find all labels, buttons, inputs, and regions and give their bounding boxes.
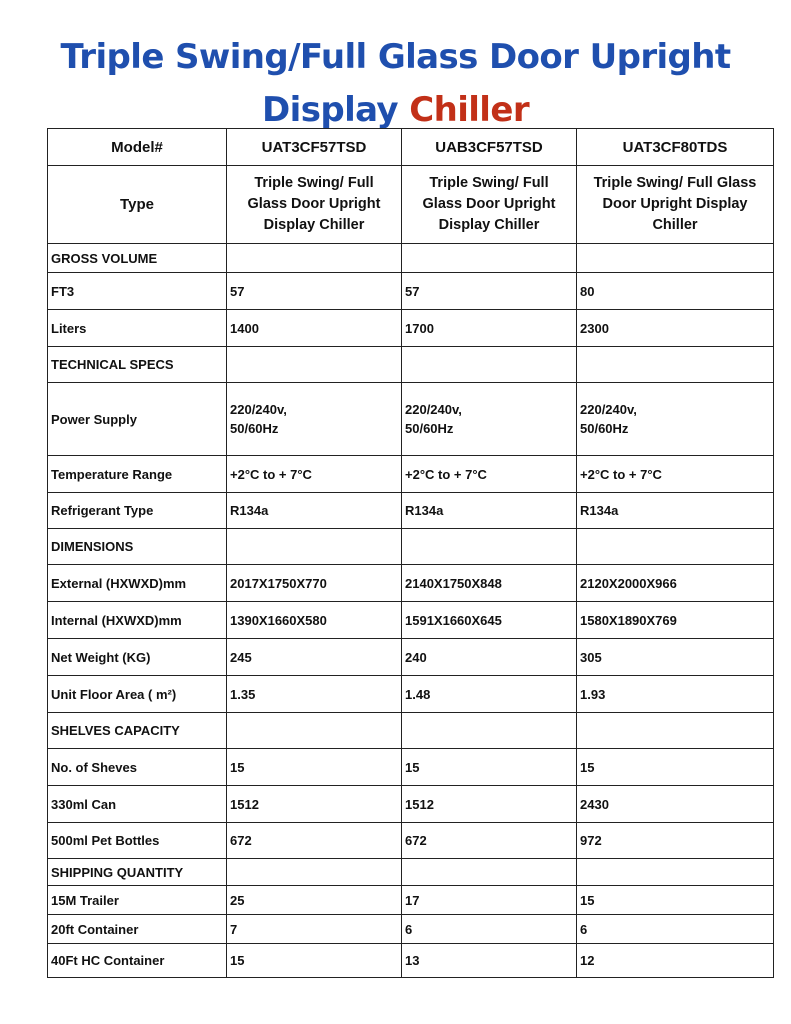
value-cell: 6 [577, 915, 774, 944]
row-label-cell: 20ft Container [48, 915, 227, 944]
value-cell: 57 [227, 273, 402, 310]
value-cell [227, 713, 402, 749]
row-label-cell: GROSS VOLUME [48, 244, 227, 273]
spec-table [47, 128, 774, 978]
value-cell: 672 [402, 823, 577, 859]
type-label: Type [48, 166, 227, 244]
row-label-cell: Net Weight (KG) [48, 639, 227, 676]
row-label-cell: 500ml Pet Bottles [48, 823, 227, 859]
row-label-cell: 330ml Can [48, 786, 227, 823]
header-cell: Model# [48, 129, 227, 166]
table-row [48, 565, 774, 602]
value-cell: R134a [402, 493, 577, 529]
value-cell: 1512 [227, 786, 402, 823]
value-cell: 672 [227, 823, 402, 859]
page-title-line-2 [0, 90, 791, 130]
table-row [48, 493, 774, 529]
table-row [48, 639, 774, 676]
header-row [48, 129, 774, 166]
value-cell: R134a [227, 493, 402, 529]
value-cell: 2140X1750X848 [402, 565, 577, 602]
type-row [48, 166, 774, 244]
header-cell: UAB3CF57TSD [402, 129, 577, 166]
title-word-chiller: Chiller [409, 90, 529, 130]
value-cell: 1390X1660X580 [227, 602, 402, 639]
table-row [48, 456, 774, 493]
value-cell: 15 [577, 886, 774, 915]
type-cell: Triple Swing/ Full Glass Door Upright Display Chiller [402, 166, 577, 244]
row-label-cell: No. of Sheves [48, 749, 227, 786]
table-row [48, 944, 774, 978]
value-cell [227, 859, 402, 886]
table-row [48, 602, 774, 639]
table-row [48, 886, 774, 915]
value-cell: 25 [227, 886, 402, 915]
row-label-cell: Refrigerant Type [48, 493, 227, 529]
row-label-cell: External (HXWXD)mm [48, 565, 227, 602]
value-cell: 1400 [227, 310, 402, 347]
value-cell [577, 347, 774, 383]
table-row [48, 749, 774, 786]
value-cell [577, 529, 774, 565]
value-cell [227, 244, 402, 273]
table-row [48, 273, 774, 310]
table-row [48, 310, 774, 347]
row-label-cell: Temperature Range [48, 456, 227, 493]
page-title-line-1: Triple Swing/Full Glass Door Upright [60, 37, 731, 77]
value-cell [402, 713, 577, 749]
value-cell: 1700 [402, 310, 577, 347]
value-cell: 240 [402, 639, 577, 676]
value-cell: 13 [402, 944, 577, 978]
value-cell: 1580X1890X769 [577, 602, 774, 639]
value-cell: 1512 [402, 786, 577, 823]
value-cell: 15 [227, 749, 402, 786]
value-cell: 305 [577, 639, 774, 676]
value-cell [577, 713, 774, 749]
value-cell: 972 [577, 823, 774, 859]
value-cell [227, 529, 402, 565]
row-label-cell: FT3 [48, 273, 227, 310]
row-label-cell: Unit Floor Area ( m²) [48, 676, 227, 713]
value-cell: 12 [577, 944, 774, 978]
row-label-cell: TECHNICAL SPECS [48, 347, 227, 383]
row-label-cell: 15M Trailer [48, 886, 227, 915]
value-cell: 2430 [577, 786, 774, 823]
value-cell: +2°C to + 7°C [227, 456, 402, 493]
row-label-cell: Liters [48, 310, 227, 347]
table-row [48, 383, 774, 456]
value-cell: 245 [227, 639, 402, 676]
title-word-display: Display [262, 90, 398, 130]
table-row [48, 347, 774, 383]
value-cell: 220/240v, 50/60Hz [577, 383, 774, 456]
value-cell: 7 [227, 915, 402, 944]
value-cell: 80 [577, 273, 774, 310]
value-cell: 1.93 [577, 676, 774, 713]
value-cell: +2°C to + 7°C [402, 456, 577, 493]
type-cell: Triple Swing/ Full Glass Door Upright Display Chiller [577, 166, 774, 244]
table-row [48, 244, 774, 273]
table-row [48, 915, 774, 944]
header-cell: UAT3CF57TSD [227, 129, 402, 166]
table-row [48, 786, 774, 823]
row-label-cell: 40Ft HC Container [48, 944, 227, 978]
value-cell: 15 [402, 749, 577, 786]
value-cell [577, 859, 774, 886]
value-cell [402, 347, 577, 383]
value-cell: 2120X2000X966 [577, 565, 774, 602]
value-cell: 6 [402, 915, 577, 944]
table-row [48, 529, 774, 565]
row-label-cell: Internal (HXWXD)mm [48, 602, 227, 639]
table-row [48, 823, 774, 859]
row-label-cell: SHIPPING QUANTITY [48, 859, 227, 886]
value-cell: 57 [402, 273, 577, 310]
value-cell [577, 244, 774, 273]
value-cell [402, 529, 577, 565]
value-cell: 220/240v, 50/60Hz [402, 383, 577, 456]
table-row [48, 713, 774, 749]
value-cell: 1.35 [227, 676, 402, 713]
value-cell: 220/240v, 50/60Hz [227, 383, 402, 456]
value-cell: 2300 [577, 310, 774, 347]
row-label-cell: SHELVES CAPACITY [48, 713, 227, 749]
value-cell: 15 [227, 944, 402, 978]
value-cell: 15 [577, 749, 774, 786]
value-cell: 1.48 [402, 676, 577, 713]
value-cell [402, 244, 577, 273]
value-cell [402, 859, 577, 886]
row-label-cell: Power Supply [48, 383, 227, 456]
type-cell: Triple Swing/ Full Glass Door Upright Display Chiller [227, 166, 402, 244]
value-cell: R134a [577, 493, 774, 529]
row-label-cell: DIMENSIONS [48, 529, 227, 565]
table-row [48, 676, 774, 713]
value-cell [227, 347, 402, 383]
value-cell: 1591X1660X645 [402, 602, 577, 639]
table-row [48, 859, 774, 886]
header-cell: UAT3CF80TDS [577, 129, 774, 166]
value-cell: 2017X1750X770 [227, 565, 402, 602]
value-cell: 17 [402, 886, 577, 915]
value-cell: +2°C to + 7°C [577, 456, 774, 493]
